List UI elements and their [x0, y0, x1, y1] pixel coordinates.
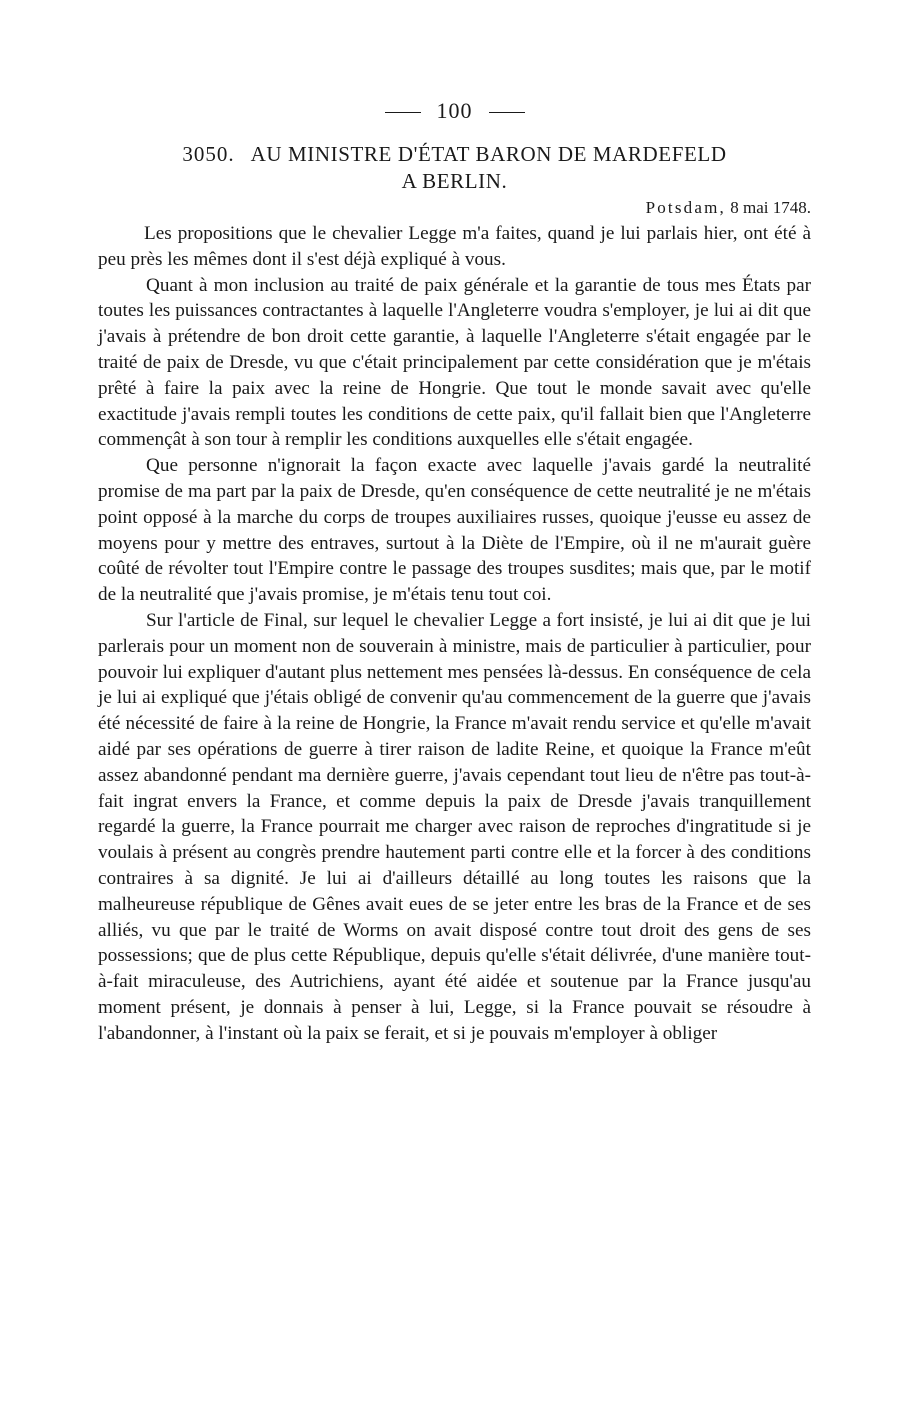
letter-body — [98, 221, 811, 1047]
dateline-date: 8 mai 1748. — [730, 198, 811, 217]
dateline — [98, 197, 811, 219]
header-rule-right — [489, 112, 525, 113]
header-rule-left — [385, 112, 421, 113]
dateline-place: Potsdam, — [645, 198, 726, 217]
page-number: 100 — [436, 98, 473, 123]
paragraph-3: Que personne n'ignorait la façon exacte avec laquelle j'avais gardé la neutralité promise de ma part par la paix de Dresde, qu'en conséquence de cette neutralité je ne m'étais point opposé à la marche du corps de troupes auxiliaires russes, quoique j'eusse eu assez de moyens pour y mettre des entraves, surtout à la Diète de l'Empire, où il ne m'aurait guère coûté de révolter tout l'Empire contre le passage des troupes susdites; mais que, par le motif de la neutralité que j'avais promise, je m'étais tenu tout coi. — [98, 455, 811, 606]
letter-title-line-2: A BERLIN. — [401, 169, 508, 193]
paragraph-1-text: Les propositions que le chevalier Legge m'a faites, quand je lui parlais hier, ont été à peu près les mêmes dont il s'est déjà expliqué à vous. — [98, 223, 811, 270]
letter-title-line-1: AU MINISTRE D'ÉTAT BARON DE MARDEFELD — [250, 142, 727, 166]
letter-heading — [98, 141, 811, 195]
heading-line-1 — [98, 141, 811, 168]
page-header — [98, 95, 811, 127]
paragraph-1 — [98, 221, 811, 273]
document-page — [98, 95, 811, 1047]
paragraph-2: Quant à mon inclusion au traité de paix générale et la garantie de tous mes États par toutes les puissances contractantes à laquelle l'Angleterre voudra s'employer, je lui ai dit que j'avais à prétendre de bon droit cette garantie, à laquelle l'Angleterre s'était engagée par le traité de paix de Dresde, vu que c'était principalement par cette considération que je m'étais prêté à faire la paix avec la reine de Hongrie. Que tout le monde savait avec qu'elle exactitude j'avais rempli toutes les conditions de cette paix, qu'il fallait bien que l'Angleterre commençât à son tour à remplir les conditions auxquelles elle s'était engagée. — [98, 274, 811, 451]
paragraph-4: Sur l'article de Final, sur lequel le chevalier Legge a fort insisté, je lui ai dit que je lui parlerais pour un moment non de souverain à ministre, mais de particulier à particulier, pour pouvoir lui expliquer d'autant plus nettement mes pensées là-dessus. En conséquence de cela je lui ai expliqué que j'étais obligé de convenir qu'au commencement de la guerre que j'avais été nécessité de faire à la reine de Hongrie, la France m'avait rendu service et qu'elle m'avait aidé par ses opérations de guerre à tirer raison de ladite Reine, et quoique la France m'eût assez abandonné pendant ma dernière guerre, j'avais cependant tout lieu de n'être pas tout-à-fait ingrat envers la France, et comme depuis la paix de Dresde j'avais tranquillement regardé la guerre, la France pourrait me charger avec raison de reproches d'ingratitude si je voulais à présent au congrès prendre hautement parti contre elle et la forcer à des conditions contraires à sa dignité. Je lui ai d'ailleurs détaillé au long toutes les raisons que la malheureuse république de Gênes avait eues de se jeter entre les bras de la France et de ses alliés, vu que par le traité de Worms on avait disposé contre tout droit des gens de ses possessions; que de plus cette République, depuis qu'elle s'était délivrée, d'une manière tout-à-fait miraculeuse, des Autrichiens, ayant été aidée et soutenue par la France jusqu'au moment présent, je donnais à penser à lui, Legge, si la France pouvait se résoudre à l'abandonner, à l'instant où la paix se ferait, et si je pouvais m'employer à obliger — [98, 609, 811, 1044]
letter-number: 3050. — [182, 142, 235, 166]
